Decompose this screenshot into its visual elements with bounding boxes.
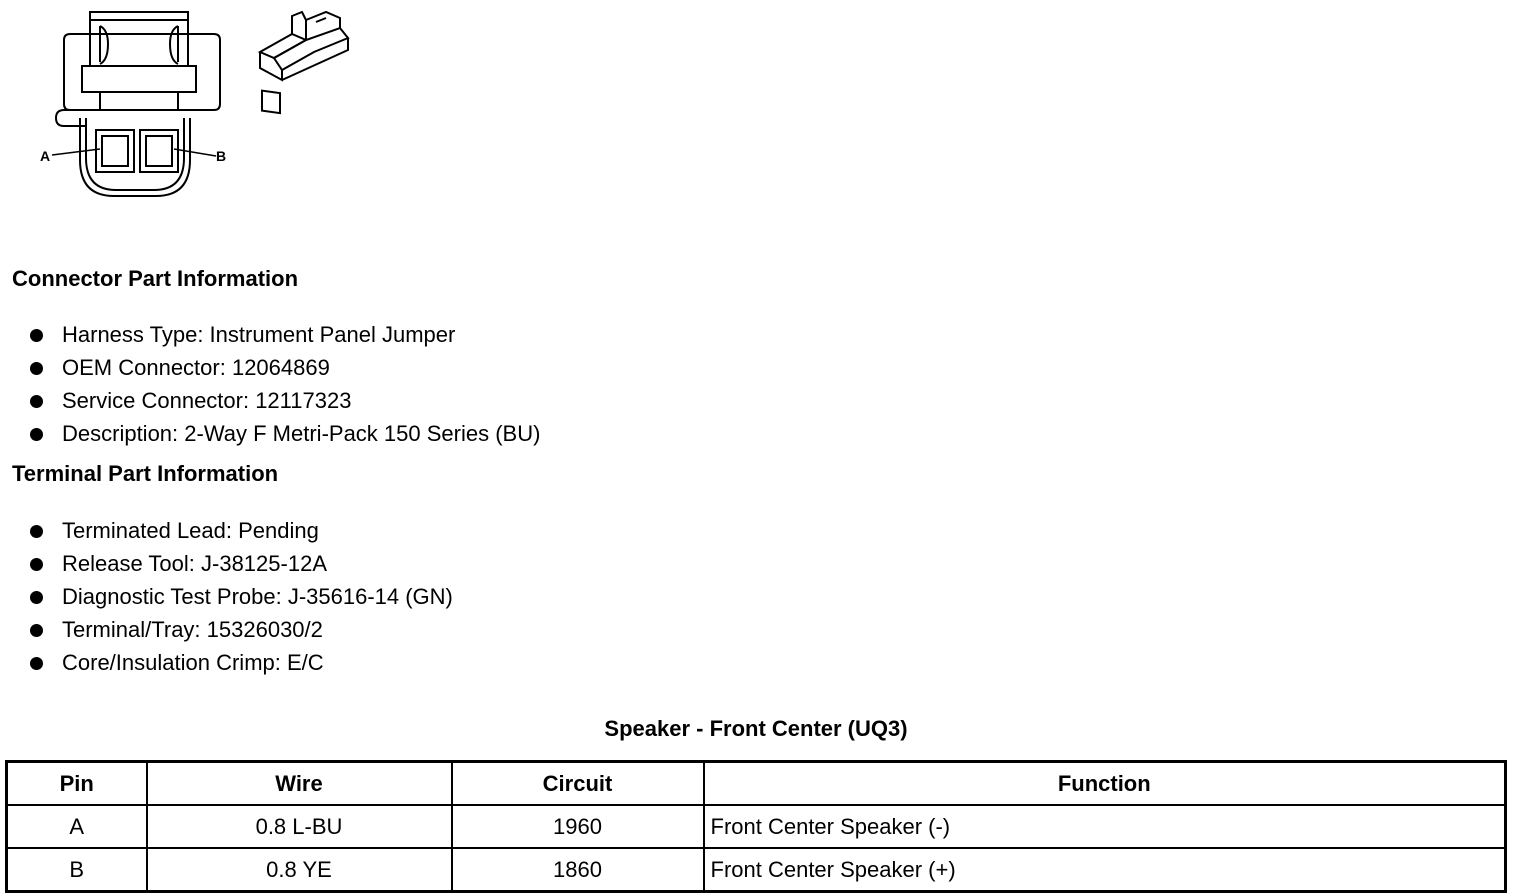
list-item: Harness Type: Instrument Panel Jumper [28, 318, 540, 351]
header-circuit: Circuit [452, 762, 704, 806]
cell-function: Front Center Speaker (+) [704, 848, 1506, 892]
list-item: Service Connector: 12117323 [28, 384, 540, 417]
cell-pin: A [7, 805, 147, 848]
terminal-info-heading: Terminal Part Information [12, 461, 279, 486]
bullet-icon [30, 657, 43, 670]
terminal-info-list [28, 514, 453, 679]
list-item: OEM Connector: 12064869 [28, 351, 540, 384]
connector-diagram [30, 0, 370, 210]
bullet-icon [30, 428, 43, 441]
cell-pin: B [7, 848, 147, 892]
list-item: Core/Insulation Crimp: E/C [28, 646, 453, 679]
bullet-icon [30, 558, 43, 571]
connector-info-heading: Connector Part Information [12, 266, 299, 291]
header-pin: Pin [7, 762, 147, 806]
pin-table [5, 760, 1507, 893]
connector-iso-view [260, 12, 348, 113]
bullet-icon [30, 624, 43, 637]
bullet-icon [30, 591, 43, 604]
list-item: Diagnostic Test Probe: J-35616-14 (GN) [28, 580, 453, 613]
table-header-row [7, 762, 1506, 806]
connector-info-list [28, 318, 540, 450]
list-item: Terminal/Tray: 15326030/2 [28, 613, 453, 646]
header-function: Function [704, 762, 1506, 806]
list-item: Terminated Lead: Pending [28, 514, 453, 547]
cell-wire: 0.8 L-BU [147, 805, 452, 848]
cell-circuit: 1860 [452, 848, 704, 892]
list-item: Description: 2-Way F Metri-Pack 150 Series (BU) [28, 417, 540, 450]
pin-b-label: B [216, 148, 227, 164]
list-item: Release Tool: J-38125-12A [28, 547, 453, 580]
cell-circuit: 1960 [452, 805, 704, 848]
table-row [7, 848, 1506, 892]
bullet-icon [30, 395, 43, 408]
bullet-icon [30, 329, 43, 342]
bullet-icon [30, 525, 43, 538]
bullet-icon [30, 362, 43, 375]
table-row [7, 805, 1506, 848]
pin-table-title: Speaker - Front Center (UQ3) [604, 716, 908, 741]
pin-a-label: A [40, 148, 51, 164]
cell-function: Front Center Speaker (-) [704, 805, 1506, 848]
header-wire: Wire [147, 762, 452, 806]
cell-wire: 0.8 YE [147, 848, 452, 892]
